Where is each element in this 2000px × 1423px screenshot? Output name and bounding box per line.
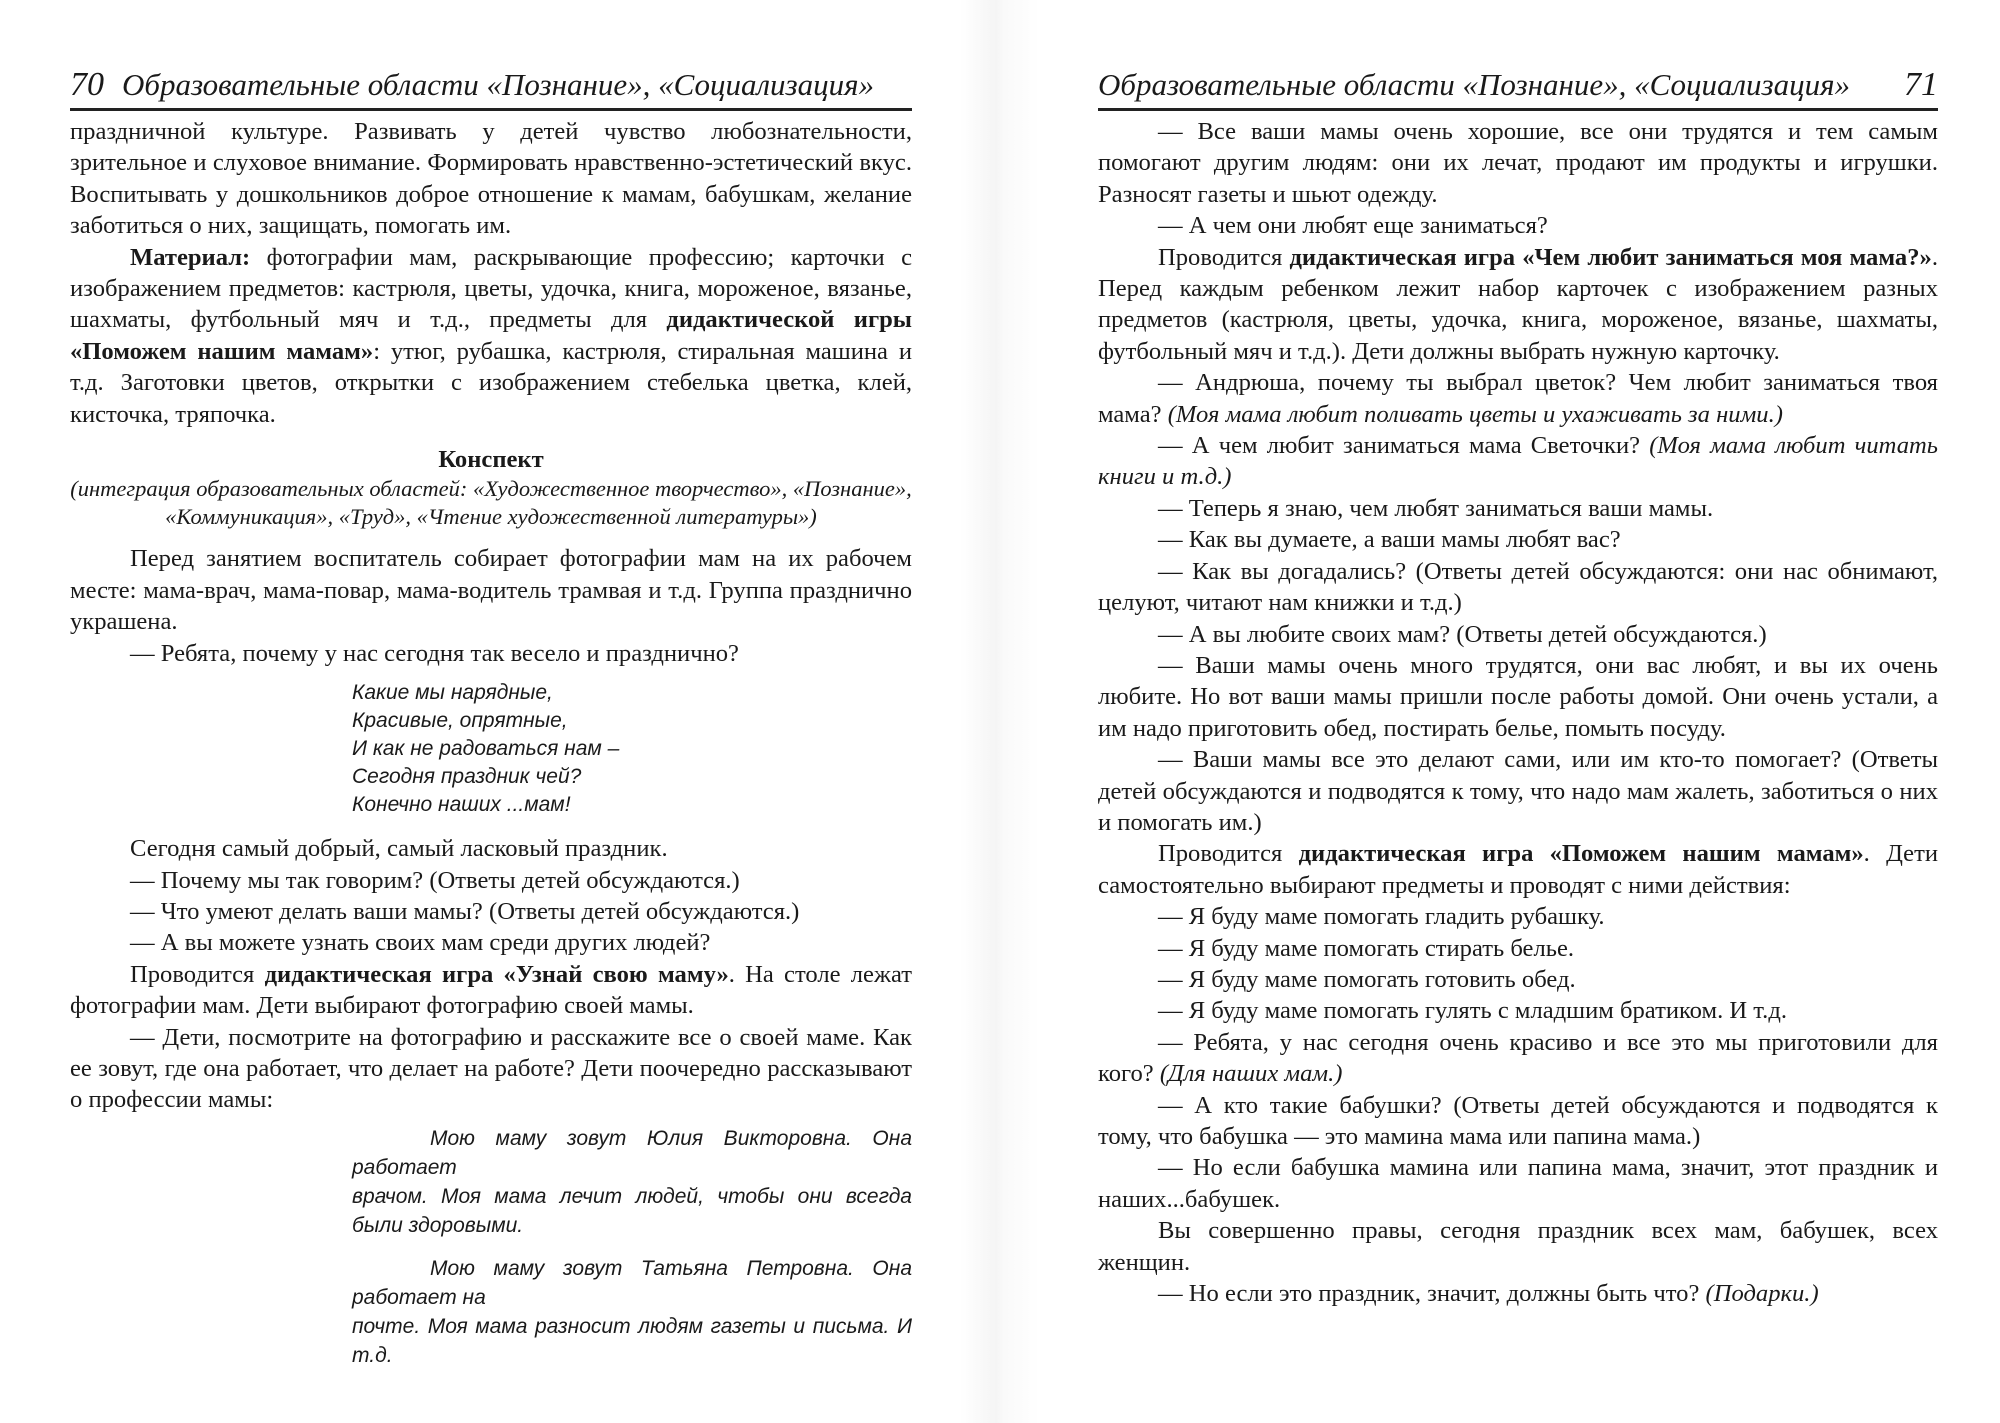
dialogue-line: — Теперь я знаю, чем любят заниматься ваши мамы.: [1158, 494, 1714, 522]
dialogue-line: — Я буду маме помогать готовить обед.: [1158, 965, 1576, 993]
right-header-title: Образовательные области «Познание», «Социализация»: [1098, 67, 1850, 102]
material-label: Материал:: [130, 243, 251, 271]
answer: (Моя мама любит читать книги и т.д.): [1098, 432, 1938, 491]
child-quote-1: [352, 1124, 912, 1240]
paragraph: Сегодня самый добрый, самый ласковый праздник.: [130, 835, 668, 863]
game-name: дидактическая игра «Поможем нашим мамам»: [1298, 840, 1864, 868]
text: — А чем любит заниматься мама Светочки?: [1158, 432, 1650, 460]
text: — Но если это праздник, значит, должны быть что?: [1158, 1280, 1706, 1308]
game-name: дидактическая игра «Узнай свою маму»: [264, 960, 729, 988]
dialogue-line: [1098, 1278, 1938, 1309]
text: Проводится: [1158, 840, 1299, 868]
section-subnote: (интеграция образовательных областей: «Художественное творчество», «Познание», «Коммуникация», «Труд», «Чтение художественной литературы»): [70, 476, 912, 530]
dialogue-line: — Дети, посмотрите на фотографию и расскажите все о своей маме. Как ее зовут, где она работает, что делает на работе? Дети поочередно рассказывают о профессии мамы:: [70, 1023, 912, 1114]
left-page-body: [70, 116, 912, 1384]
left-page-number: 70: [70, 66, 104, 103]
game-paragraph: [1098, 242, 1938, 368]
dialogue-line: — Ваши мамы очень много трудятся, они вас любят, и вы их очень любите. Но вот ваши мамы пришли после работы домой. Они очень устали, а им надо приготовить обед, постирать белье, помыть посуду.: [1098, 651, 1938, 742]
text: . Перед каждым ребенком лежит набор карточек с изображением разных предметов (кастрюля, цветы, удочка, книга, мороженое, вязанье, шахматы, футбольный мяч и т.д.). Дети должны выбрать нужную карточку.: [1098, 243, 1938, 365]
quote-line: Мою маму зовут Юлия Викторовна. Она работает: [352, 1126, 912, 1179]
poem-line: И как не радоваться нам –: [352, 737, 620, 761]
dialogue-line: [1098, 430, 1938, 493]
dialogue-line: — Я буду маме помогать стирать белье.: [1158, 934, 1575, 962]
dialogue-line: — А вы можете узнать своих мам среди других людей?: [130, 929, 711, 957]
quote-line: врачом. Моя мама лечит людей, чтобы они всегда были здоровыми.: [352, 1184, 912, 1237]
text: Проводится: [1158, 243, 1290, 271]
right-page-header: [1098, 62, 1938, 111]
right-page-body: [1098, 116, 1938, 1309]
game-paragraph: [70, 959, 912, 1022]
poem-line: Сегодня праздник чей?: [352, 765, 582, 789]
material-paragraph: [70, 242, 912, 430]
poem-line: Красивые, опрятные,: [352, 709, 568, 733]
dialogue-line: — А чем они любят еще заниматься?: [1158, 212, 1548, 240]
material-text-2: : утюг, рубашка, кастрюля, стиральная машина и т.д. Заготовки цветов, открытки с изображением стебелька цветка, клей, кисточка, тряпочка.: [70, 337, 912, 428]
poem: [352, 679, 912, 819]
dialogue-line: — Как вы думаете, а ваши мамы любят вас?: [1158, 526, 1621, 554]
goals-paragraph: праздничной культуре. Развивать у детей чувство любознательности, зрительное и слуховое внимание. Формировать нравственно-эстетический вкус. Воспитывать у дошкольников доброе отношение к мамам, бабушкам, желание заботиться о них, защищать, помогать им.: [70, 118, 912, 240]
left-page-header: [70, 62, 912, 111]
text: — Ребята, у нас сегодня очень красиво и все это мы приготовили для кого?: [1098, 1028, 1938, 1088]
dialogue-line: — Ребята, почему у нас сегодня так весело и празднично?: [130, 639, 739, 667]
material-text: фотографии мам, раскрывающие профессию; карточки с изображением предметов: кастрюля, цветы, удочка, книга, мороженое, вязанье, шахматы, футбольный мяч и т.д., предметы для: [70, 243, 912, 334]
poem-line: Конечно наших ...мам!: [352, 793, 571, 817]
dialogue-line: — Я буду маме помогать гладить рубашку.: [1158, 903, 1605, 931]
text: Проводится: [130, 960, 265, 988]
dialogue-line: — А вы любите своих мам? (Ответы детей обсуждаются.): [1158, 620, 1767, 648]
paragraph: Вы совершенно правы, сегодня праздник всех мам, бабушек, всех женщин.: [1098, 1217, 1938, 1276]
quote-line: почте. Моя мама разносит людям газеты и письма. И т.д.: [352, 1314, 912, 1367]
answer: (Для наших мам.): [1159, 1060, 1343, 1088]
right-page: [1098, 0, 1938, 1423]
left-header-title: Образовательные области «Познание», «Социализация»: [122, 67, 874, 102]
game-name: дидактическая игра «Чем любит заниматься моя мама?»: [1289, 243, 1932, 271]
dialogue-line: [1098, 367, 1938, 430]
dialogue-line: — Что умеют делать ваши мамы? (Ответы детей обсуждаются.): [130, 897, 800, 925]
book-spine-fold: [960, 0, 1040, 1423]
game-paragraph: [1098, 838, 1938, 901]
text: — Андрюша, почему ты выбрал цветок? Чем любит заниматься твоя мама?: [1098, 369, 1938, 428]
answer: (Подарки.): [1705, 1280, 1819, 1308]
text: . Дети самостоятельно выбирают предметы и проводят с ними действия:: [1098, 840, 1938, 899]
child-quote-2: [352, 1254, 912, 1370]
quote-line: Мою маму зовут Татьяна Петровна. Она работает на: [352, 1256, 912, 1309]
dialogue-line: — А кто такие бабушки? (Ответы детей обсуждаются и подводятся к тому, что бабушка — это мамина мама или папина мама.): [1098, 1091, 1938, 1150]
dialogue-line: — Ваши мамы все это делают сами, или им кто-то помогает? (Ответы детей обсуждаются и подводятся к тому, что надо мам жалеть, заботиться о них и помогать им.): [1098, 746, 1938, 836]
dialogue-line: — Почему мы так говорим? (Ответы детей обсуждаются.): [130, 866, 740, 894]
left-page: [70, 0, 912, 1423]
intro-paragraph: Перед занятием воспитатель собирает фотографии мам на их рабочем месте: мама-врач, мама-повар, мама-водитель трамвая и т.д. Группа празднично украшена.: [70, 545, 912, 636]
material-game-name: дидактической игры «Поможем нашим мамам»: [70, 306, 913, 365]
dialogue-line: [1098, 1027, 1938, 1090]
text: . На столе лежат фотографии мам. Дети выбирают фотографию своей мамы.: [70, 960, 912, 1020]
dialogue-line: — Все ваши мамы очень хорошие, все они трудятся и тем самым помогают другим людям: они их лечат, продают им продукты и игрушки. Разносят газеты и шьют одежду.: [1098, 118, 1938, 208]
dialogue-line: — Я буду маме помогать гулять с младшим братиком. И т.д.: [1158, 997, 1787, 1025]
poem-line: Какие мы нарядные,: [352, 681, 553, 705]
dialogue-line: — Но если бабушка мамина или папина мама, значит, этот праздник и наших...бабушек.: [1098, 1154, 1938, 1213]
answer: (Моя мама любит поливать цветы и ухаживать за ними.): [1167, 400, 1783, 428]
dialogue-line: — Как вы догадались? (Ответы детей обсуждаются: они нас обнимают, целуют, читают нам книжки и т.д.): [1098, 557, 1938, 617]
right-page-number: 71: [1904, 66, 1938, 103]
section-heading: Конспект: [438, 446, 544, 474]
